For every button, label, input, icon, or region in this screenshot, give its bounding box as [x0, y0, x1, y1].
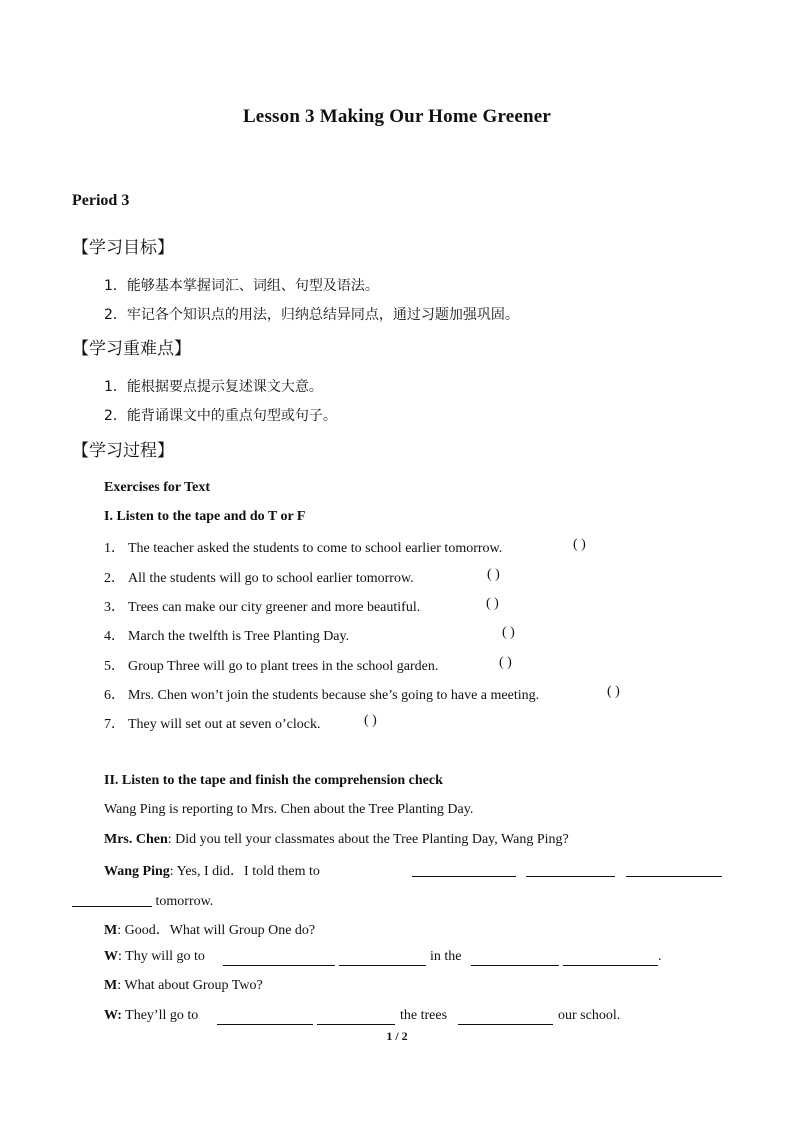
page-title: Lesson 3 Making Our Home Greener: [242, 106, 552, 127]
fill-blank[interactable]: [458, 1010, 553, 1025]
dialogue-line: W: Thy will go to: [104, 949, 205, 964]
fill-blank[interactable]: [626, 862, 722, 877]
goal-item: 1．能够基本掌握词汇、词组、句型及语法。: [104, 278, 379, 294]
fill-blank[interactable]: [412, 862, 516, 877]
dialogue-line: W: They’ll go to: [104, 1008, 199, 1023]
question-item: 4． March the twelfth is Tree Planting Day.: [104, 629, 350, 644]
dialogue-text: our school.: [558, 1008, 621, 1023]
answer-blank[interactable]: ( ): [486, 596, 499, 611]
fill-blank[interactable]: [217, 1010, 313, 1025]
key-point-item: 1．能根据要点提示复述课文大意。: [104, 379, 323, 395]
key-point-item: 2．能背诵课文中的重点句型或句子。: [104, 408, 337, 424]
part2-intro: Wang Ping is reporting to Mrs. Chen about the Tree Planting Day.: [104, 802, 474, 817]
page-number: 1 / 2: [386, 1029, 408, 1043]
part2-title: II. Listen to the tape and finish the comprehension check: [104, 773, 443, 788]
dialogue-line: M: Good．What will Group One do?: [104, 923, 316, 938]
period-label: Period 3: [72, 192, 130, 209]
dialogue-line: Mrs. Chen: Did you tell your classmates about the Tree Planting Day, Wang Ping?: [104, 832, 569, 847]
dialogue-text: .: [658, 949, 662, 964]
fill-blank[interactable]: [317, 1010, 395, 1025]
fill-blank[interactable]: [563, 951, 658, 966]
fill-blank[interactable]: [72, 892, 152, 907]
question-item: 2． All the students will go to school earlier tomorrow.: [104, 571, 414, 586]
answer-blank[interactable]: ( ): [487, 567, 500, 582]
question-item: 1． The teacher asked the students to come to school earlier tomorrow.: [104, 541, 503, 556]
answer-blank[interactable]: ( ): [364, 713, 377, 728]
answer-blank[interactable]: ( ): [607, 684, 620, 699]
fill-blank[interactable]: [471, 951, 559, 966]
dialogue-line: M: What about Group Two?: [104, 978, 263, 993]
dialogue-text: the trees: [400, 1008, 448, 1023]
exercises-title: Exercises for Text: [104, 480, 211, 495]
answer-blank[interactable]: ( ): [573, 537, 586, 552]
goals-heading: 【学习目标】: [72, 238, 174, 258]
fill-blank[interactable]: [526, 862, 615, 877]
dialogue-line: Wang Ping: Yes, I did．I told them to: [104, 864, 320, 879]
goal-item: 2．牢记各个知识点的用法，归纳总结异同点，通过习题加强巩固。: [104, 307, 519, 323]
fill-blank[interactable]: [223, 951, 335, 966]
process-heading: 【学习过程】: [72, 441, 174, 461]
part1-title: I. Listen to the tape and do T or F: [104, 509, 306, 524]
question-item: 6． Mrs. Chen won’t join the students because she’s going to have a meeting.: [104, 688, 540, 703]
question-item: 7． They will set out at seven o’clock.: [104, 717, 321, 732]
dialogue-text: in the: [430, 949, 462, 964]
answer-blank[interactable]: ( ): [499, 655, 512, 670]
dialogue-line: tomorrow.: [72, 890, 213, 910]
key-points-heading: 【学习重难点】: [72, 339, 191, 359]
question-item: 5． Group Three will go to plant trees in the school garden.: [104, 659, 439, 674]
answer-blank[interactable]: ( ): [502, 625, 515, 640]
fill-blank[interactable]: [339, 951, 426, 966]
question-item: 3． Trees can make our city greener and more beautiful.: [104, 600, 421, 615]
